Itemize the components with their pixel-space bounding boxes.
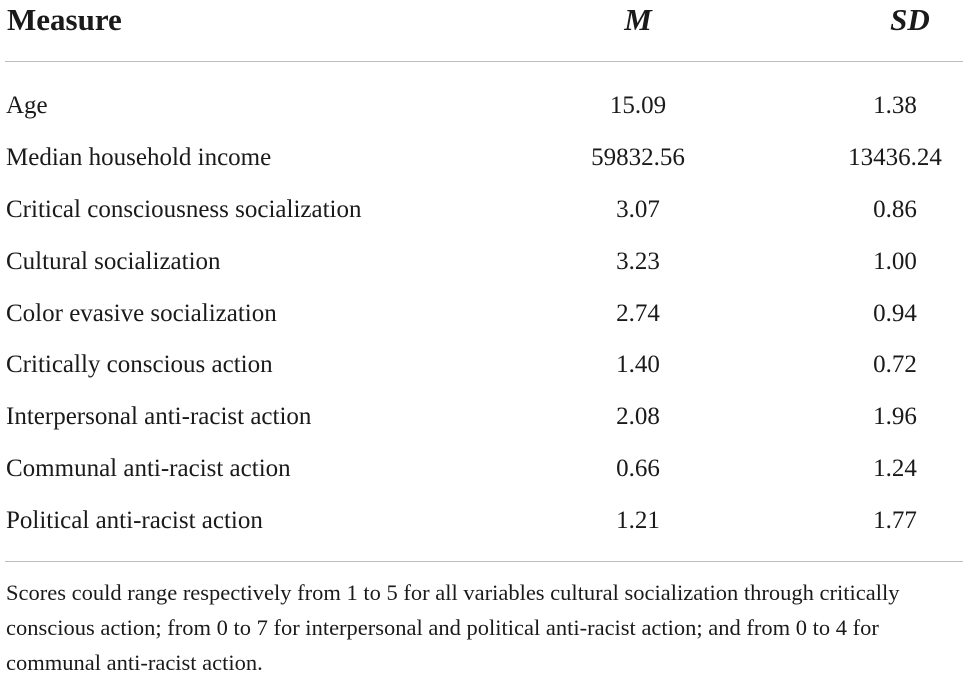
header-measure: Measure: [7, 2, 122, 37]
row-sd: 1.96: [873, 403, 917, 430]
row-sd: 1.38: [873, 92, 917, 119]
row-sd: 1.24: [873, 455, 917, 482]
footer-divider: [5, 561, 963, 562]
table-row: [0, 397, 968, 437]
row-label: Interpersonal anti-racist action: [6, 403, 312, 430]
table-footnote: Scores could range respectively from 1 to 5 for all variables cultural socialization through critically conscious action; from 0 to 7 for interpersonal and political anti-racist action; and from 0 to 4 for communal anti-racist action.: [6, 580, 900, 675]
header-standard-deviation: SD: [890, 2, 930, 37]
row-mean: 2.08: [616, 403, 660, 430]
row-sd: 1.77: [873, 507, 917, 534]
row-mean: 2.74: [616, 300, 660, 327]
table-row: [0, 190, 968, 230]
row-mean: 3.23: [616, 248, 660, 275]
table-header-row: [0, 0, 968, 60]
row-label: Cultural socialization: [6, 248, 221, 275]
table-row: [0, 86, 968, 126]
table-row: [0, 449, 968, 489]
row-mean: 1.21: [616, 507, 660, 534]
table-row: [0, 242, 968, 282]
table-row: [0, 138, 968, 178]
header-divider: [5, 61, 963, 62]
row-sd: 13436.24: [848, 144, 942, 171]
row-mean: 3.07: [616, 196, 660, 223]
row-label: Critical consciousness socialization: [6, 196, 362, 223]
row-sd: 0.86: [873, 196, 917, 223]
row-sd: 0.94: [873, 300, 917, 327]
row-sd: 0.72: [873, 351, 917, 378]
row-mean: 15.09: [609, 92, 667, 119]
row-label: Color evasive socialization: [6, 300, 277, 327]
row-label: Age: [6, 92, 48, 119]
row-label: Median household income: [6, 144, 272, 171]
row-mean: 1.40: [616, 351, 660, 378]
row-sd: 1.00: [873, 248, 917, 275]
row-mean: 59832.56: [591, 144, 685, 171]
row-mean: 0.66: [616, 455, 660, 482]
row-label: Communal anti-racist action: [6, 455, 291, 482]
row-label: Critically conscious action: [6, 351, 273, 378]
table-row: [0, 294, 968, 334]
row-label: Political anti-racist action: [6, 507, 263, 534]
header-mean: M: [624, 2, 652, 37]
table-row: [0, 345, 968, 385]
table-row: [0, 501, 968, 541]
